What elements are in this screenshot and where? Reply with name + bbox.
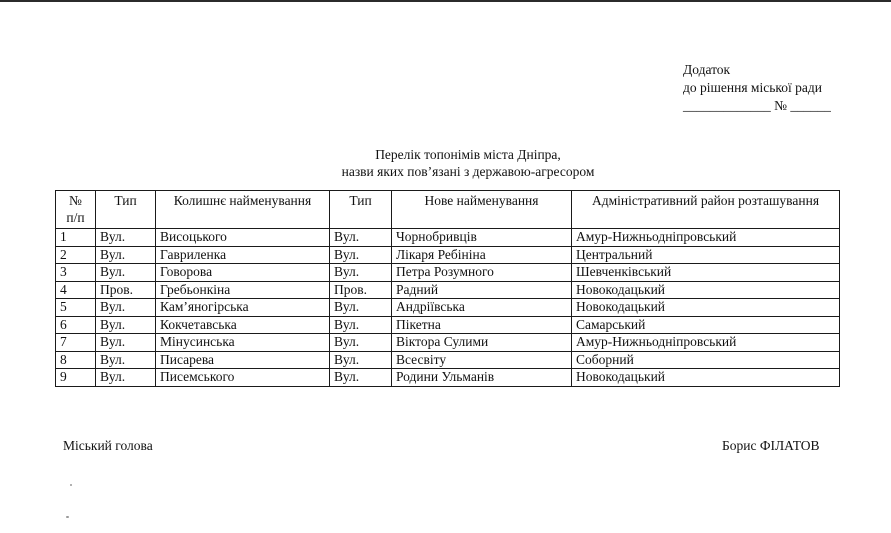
row-old-type: Вул.: [96, 229, 156, 247]
row-new-name: Радний: [392, 281, 572, 299]
row-old-name: Гребьонкіна: [156, 281, 330, 299]
annex-number-line: _____________ № ______: [683, 98, 831, 113]
header-number: [56, 191, 96, 229]
row-old-type: Пров.: [96, 281, 156, 299]
table-row: [56, 281, 840, 299]
row-district: Соборний: [572, 351, 840, 369]
annex-label: Додаток: [683, 62, 731, 77]
row-number: 4: [56, 281, 96, 299]
row-old-type: Вул.: [96, 351, 156, 369]
table-row: [56, 369, 840, 387]
row-new-name: Чорнобривців: [392, 229, 572, 247]
row-new-type: Вул.: [330, 299, 392, 317]
row-number: 6: [56, 316, 96, 334]
title-line-1: Перелік топонімів міста Дніпра,: [375, 147, 561, 162]
table-header-row: [56, 191, 840, 229]
header-old-type: Тип: [96, 191, 156, 229]
row-old-type: Вул.: [96, 264, 156, 282]
header-old-name: Колишнє найменування: [156, 191, 330, 229]
document-title: [0, 146, 891, 180]
row-number: 7: [56, 334, 96, 352]
row-number: 9: [56, 369, 96, 387]
row-old-name: Висоцького: [156, 229, 330, 247]
row-old-name: Говорова: [156, 264, 330, 282]
row-new-type: Вул.: [330, 229, 392, 247]
row-number: 5: [56, 299, 96, 317]
row-old-name: Гавриленка: [156, 246, 330, 264]
row-new-type: Вул.: [330, 264, 392, 282]
row-old-type: Вул.: [96, 334, 156, 352]
row-district: Амур-Нижньодніпровський: [572, 334, 840, 352]
row-new-type: Вул.: [330, 369, 392, 387]
table-row: [56, 316, 840, 334]
row-new-type: Пров.: [330, 281, 392, 299]
scan-speck: [70, 484, 72, 486]
table-row: [56, 246, 840, 264]
row-new-name: Пікетна: [392, 316, 572, 334]
annex-block: [683, 61, 831, 115]
row-new-name: Петра Розумного: [392, 264, 572, 282]
signature-position: Міський голова: [63, 438, 153, 453]
row-old-type: Вул.: [96, 246, 156, 264]
row-district: Амур-Нижньодніпровський: [572, 229, 840, 247]
scan-speck: [66, 516, 69, 518]
row-district: Центральний: [572, 246, 840, 264]
top-border: [0, 0, 891, 2]
row-new-type: Вул.: [330, 316, 392, 334]
row-district: Новокодацький: [572, 299, 840, 317]
header-district: Адміністративний район розташування: [572, 191, 840, 229]
row-new-name: Всесвіту: [392, 351, 572, 369]
row-new-type: Вул.: [330, 351, 392, 369]
row-number: 1: [56, 229, 96, 247]
row-new-name: Віктора Сулими: [392, 334, 572, 352]
table-row: [56, 264, 840, 282]
row-number: 3: [56, 264, 96, 282]
row-district: Новокодацький: [572, 281, 840, 299]
row-old-name: Писемського: [156, 369, 330, 387]
row-old-name: Писарева: [156, 351, 330, 369]
header-number-line-2: п/п: [66, 209, 85, 225]
title-line-2: назви яких пов’язані з державою-агресором: [341, 164, 595, 179]
header-number-line-1: №: [69, 193, 82, 208]
row-new-type: Вул.: [330, 246, 392, 264]
table-row: [56, 334, 840, 352]
table-row: [56, 351, 840, 369]
row-new-type: Вул.: [330, 334, 392, 352]
annex-reference: до рішення міської ради: [683, 80, 822, 95]
header-new-name: Нове найменування: [392, 191, 572, 229]
row-old-name: Кокчетавська: [156, 316, 330, 334]
row-old-type: Вул.: [96, 369, 156, 387]
row-old-name: Мінусинська: [156, 334, 330, 352]
row-district: Новокодацький: [572, 369, 840, 387]
row-district: Самарський: [572, 316, 840, 334]
row-district: Шевченківський: [572, 264, 840, 282]
table-row: [56, 299, 840, 317]
toponyms-table: [55, 190, 840, 387]
row-old-name: Кам’яногірська: [156, 299, 330, 317]
row-old-type: Вул.: [96, 316, 156, 334]
row-number: 2: [56, 246, 96, 264]
row-new-name: Лікаря Ребініна: [392, 246, 572, 264]
row-new-name: Родини Ульманів: [392, 369, 572, 387]
table-row: [56, 229, 840, 247]
row-number: 8: [56, 351, 96, 369]
row-new-name: Андріївська: [392, 299, 572, 317]
row-old-type: Вул.: [96, 299, 156, 317]
signature-name: Борис ФІЛАТОВ: [722, 438, 820, 453]
header-new-type: Тип: [330, 191, 392, 229]
